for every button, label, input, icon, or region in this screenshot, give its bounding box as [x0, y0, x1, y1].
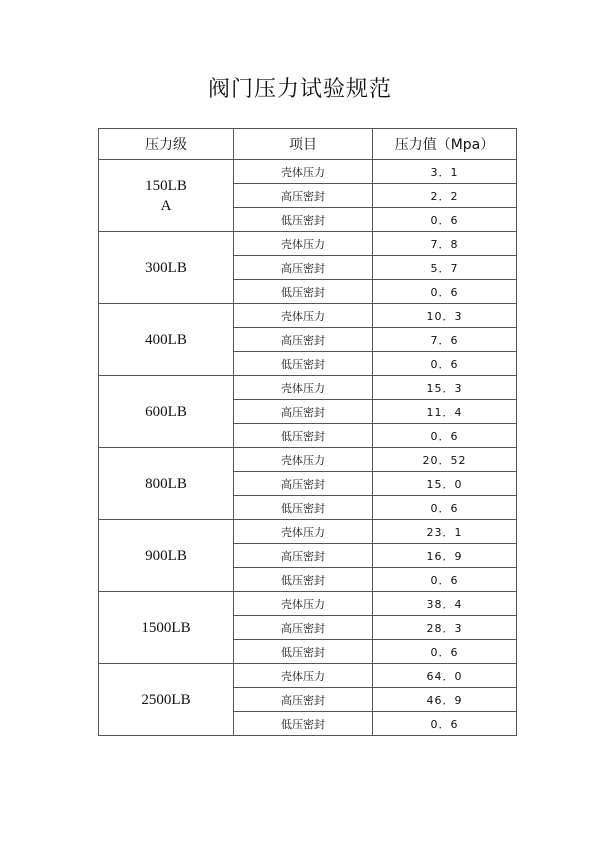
- pressure-value-cell: 64．0: [373, 664, 517, 688]
- test-item-cell: 低压密封: [234, 496, 373, 520]
- pressure-class-label: 800LB: [145, 475, 187, 492]
- table-row: [99, 448, 517, 472]
- test-item-cell: 低压密封: [234, 280, 373, 304]
- table-row: [99, 664, 517, 688]
- pressure-value-cell: 28．3: [373, 616, 517, 640]
- test-item-cell: 壳体压力: [234, 376, 373, 400]
- pressure-value-cell: 0．6: [373, 640, 517, 664]
- test-item-cell: 高压密封: [234, 184, 373, 208]
- pressure-value-cell: 2．2: [373, 184, 517, 208]
- pressure-value-cell: 38．4: [373, 592, 517, 616]
- pressure-value-cell: 7．8: [373, 232, 517, 256]
- pressure-value-cell: 0．6: [373, 352, 517, 376]
- test-item-cell: 高压密封: [234, 328, 373, 352]
- pressure-value-cell: 5．7: [373, 256, 517, 280]
- pressure-class-label: 150LB: [145, 177, 187, 194]
- test-item-cell: 高压密封: [234, 400, 373, 424]
- table-header-row: [99, 129, 517, 160]
- pressure-value-cell: 46．9: [373, 688, 517, 712]
- test-item-cell: 低压密封: [234, 208, 373, 232]
- pressure-value-cell: 0．6: [373, 496, 517, 520]
- test-item-cell: 壳体压力: [234, 664, 373, 688]
- pressure-value-cell: 3．1: [373, 160, 517, 184]
- header-pressure-value: 压力值（Mpa）: [373, 129, 517, 160]
- pressure-value-cell: 7．6: [373, 328, 517, 352]
- test-item-cell: 壳体压力: [234, 160, 373, 184]
- pressure-class-label: 2500LB: [141, 691, 191, 708]
- page-title: 阀门压力试验规范: [207, 77, 392, 102]
- pressure-value-cell: 0．6: [373, 568, 517, 592]
- pressure-class-cell: [99, 520, 234, 592]
- test-item-cell: 高压密封: [234, 256, 373, 280]
- test-item-cell: 壳体压力: [234, 232, 373, 256]
- pressure-value-cell: 16．9: [373, 544, 517, 568]
- test-item-cell: 低压密封: [234, 640, 373, 664]
- pressure-class-cell: [99, 664, 234, 736]
- pressure-value-cell: 23．1: [373, 520, 517, 544]
- test-item-cell: 低压密封: [234, 352, 373, 376]
- pressure-class-cell: [99, 304, 234, 376]
- pressure-class-label: 1500LB: [141, 619, 191, 636]
- pressure-value-cell: 0．6: [373, 424, 517, 448]
- table-row: [99, 232, 517, 256]
- test-item-cell: 高压密封: [234, 616, 373, 640]
- table-body: [99, 160, 517, 736]
- pressure-class-label: 600LB: [145, 403, 187, 420]
- pressure-value-cell: 15．0: [373, 472, 517, 496]
- pressure-value-cell: 20．52: [373, 448, 517, 472]
- pressure-class-label: A: [160, 197, 172, 214]
- pressure-class-cell: [99, 448, 234, 520]
- table-row: [99, 376, 517, 400]
- header-pressure-class: 压力级: [99, 129, 234, 160]
- test-item-cell: 高压密封: [234, 544, 373, 568]
- pressure-value-cell: 0．6: [373, 712, 517, 736]
- pressure-class-cell: [99, 592, 234, 664]
- pressure-value-cell: 10．3: [373, 304, 517, 328]
- header-item: 项目: [234, 129, 373, 160]
- pressure-value-cell: 15．3: [373, 376, 517, 400]
- test-item-cell: 低压密封: [234, 424, 373, 448]
- table-row: [99, 592, 517, 616]
- pressure-value-cell: 11．4: [373, 400, 517, 424]
- pressure-value-cell: 0．6: [373, 208, 517, 232]
- pressure-class-cell: [99, 160, 234, 232]
- test-item-cell: 壳体压力: [234, 304, 373, 328]
- table-row: [99, 520, 517, 544]
- pressure-class-label: 900LB: [145, 547, 187, 564]
- pressure-class-cell: [99, 232, 234, 304]
- pressure-class-cell: [99, 376, 234, 448]
- pressure-value-cell: 0．6: [373, 280, 517, 304]
- test-item-cell: 壳体压力: [234, 520, 373, 544]
- pressure-class-label: 400LB: [145, 331, 187, 348]
- test-item-cell: 低压密封: [234, 712, 373, 736]
- pressure-class-label: 300LB: [145, 259, 187, 276]
- test-item-cell: 壳体压力: [234, 592, 373, 616]
- test-item-cell: 壳体压力: [234, 448, 373, 472]
- pressure-test-table: [98, 128, 517, 736]
- test-item-cell: 低压密封: [234, 568, 373, 592]
- table-row: [99, 160, 517, 184]
- table-row: [99, 304, 517, 328]
- test-item-cell: 高压密封: [234, 472, 373, 496]
- test-item-cell: 高压密封: [234, 688, 373, 712]
